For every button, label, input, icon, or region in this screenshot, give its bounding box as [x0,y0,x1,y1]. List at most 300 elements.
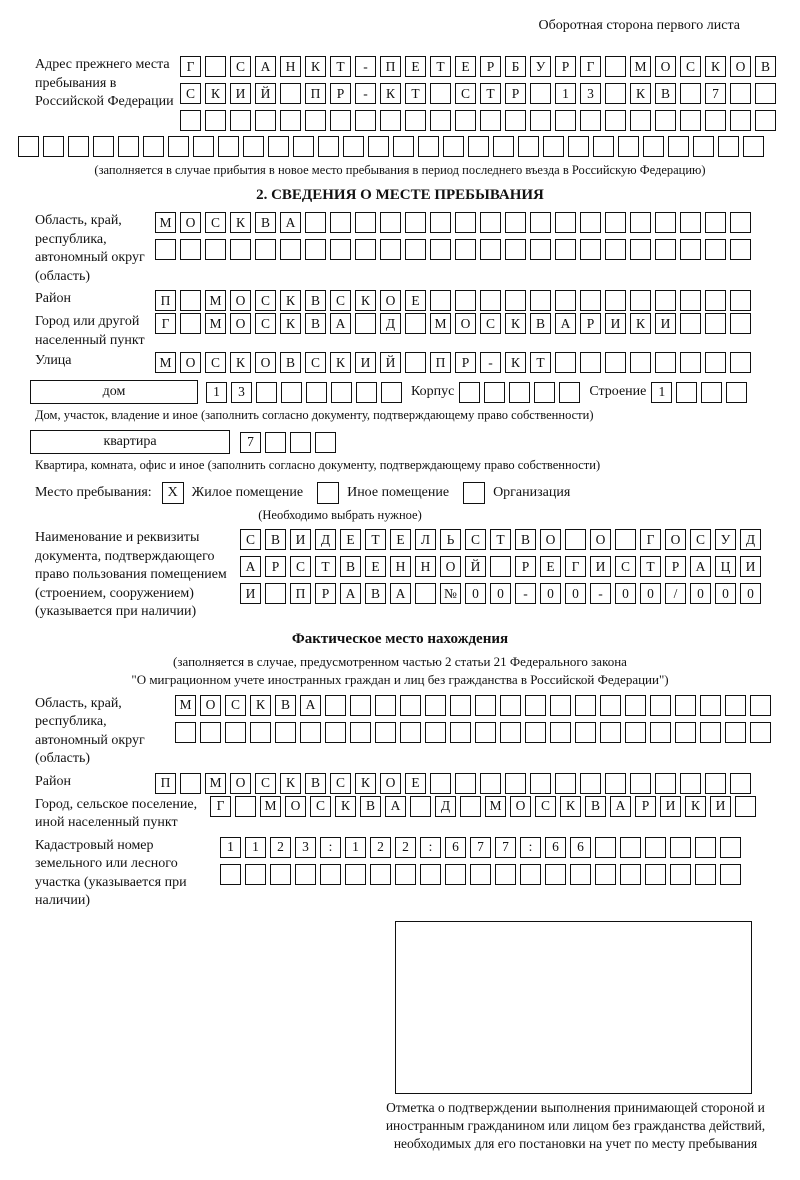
form-cell: А [240,556,261,577]
form-cell [555,352,576,373]
form-cell [325,722,346,743]
form-cell: В [265,529,286,550]
apartment-row [30,430,800,454]
form-cell: К [280,290,301,311]
form-cell: К [355,773,376,794]
form-cell [630,212,651,233]
form-cell [280,239,301,260]
form-cell [568,136,589,157]
form-cell: Е [540,556,561,577]
form-cell [395,864,416,885]
form-cell [425,695,446,716]
form-cell: 0 [465,583,486,604]
form-cell [618,136,639,157]
form-cell: 0 [615,583,636,604]
form-cell: И [605,313,626,334]
form-cell: Р [555,56,576,77]
form-cell [530,110,551,131]
form-cell: О [230,313,251,334]
form-cell: 6 [445,837,466,858]
form-cell [705,212,726,233]
form-cell [505,773,526,794]
form-cell [555,212,576,233]
form-cell [630,239,651,260]
form-cell: П [290,583,311,604]
form-cell: Ц [715,556,736,577]
form-cell: О [665,529,686,550]
form-cell [193,136,214,157]
form-cell: О [730,56,751,77]
form-cell [555,239,576,260]
form-cell [550,695,571,716]
form-cell [200,722,221,743]
form-cell [730,773,751,794]
form-cell [675,695,696,716]
stay-type-label: Место пребывания: [35,485,152,500]
form-cell [455,212,476,233]
house-number-cells [206,382,402,403]
form-cell: 7 [470,837,491,858]
apartment-cells [240,432,336,453]
form-cell [575,695,596,716]
form-cell [243,136,264,157]
form-cell [255,110,276,131]
form-cell: 1 [651,382,672,403]
actual-region-block [35,695,800,769]
form-cell [580,352,601,373]
form-cell [630,110,651,131]
form-cell: В [530,313,551,334]
house-caption: Дом, участок, владение и иное (заполнить согласно документу, подтверждающему право собственности) [35,408,594,422]
form-cell: О [230,773,251,794]
form-cell [600,722,621,743]
form-cell [705,110,726,131]
form-cell: И [740,556,761,577]
form-cell: 2 [270,837,291,858]
cadastral-label: Кадастровый номер земельного или лесного участка (указывается при наличии) [35,837,187,908]
form-cell [343,136,364,157]
form-cell [230,239,251,260]
form-cell [605,56,626,77]
form-cell [580,110,601,131]
form-cell [480,212,501,233]
form-cell: К [560,796,581,817]
form-cell: С [180,83,201,104]
apartment-caption: Квартира, комната, офис и иное (заполнить согласно документу, подтверждающему право собственности) [35,458,601,472]
form-cell [630,773,651,794]
form-cell [525,722,546,743]
form-cell: Г [640,529,661,550]
form-cell [475,722,496,743]
form-cell: Д [740,529,761,550]
form-cell [534,382,555,403]
form-cell [545,864,566,885]
form-cell [718,136,739,157]
form-cell: С [290,556,311,577]
form-cell: 1 [345,837,366,858]
form-cell: 3 [295,837,316,858]
form-cell [256,382,277,403]
form-cell: П [155,773,176,794]
stroenie-cells [651,382,747,403]
form-cell: С [480,313,501,334]
stay-type-row [35,482,800,504]
actual-location-caption-line1: (заполняется в случае, предусмотренном частью 2 статьи 21 Федерального закона [173,653,627,669]
form-cell: Е [405,56,426,77]
form-cell: И [290,529,311,550]
form-cell: М [260,796,281,817]
form-cell: : [420,837,441,858]
form-cell: К [505,313,526,334]
form-cell: : [520,837,541,858]
form-cell: 1 [220,837,241,858]
form-cell [680,313,701,334]
form-cell: О [380,773,401,794]
form-cell [605,212,626,233]
form-cell [595,837,616,858]
form-cell [509,382,530,403]
cell-row [220,864,741,885]
form-cell: В [585,796,606,817]
actual-region-cells [175,695,771,743]
form-cell: Й [380,352,401,373]
form-cell [93,136,114,157]
form-cell: И [230,83,251,104]
form-cell: О [380,290,401,311]
form-cell [700,695,721,716]
actual-city-row [35,796,800,833]
form-cell: С [255,290,276,311]
prev-address-caption: (заполняется в случае прибытия в новое место пребывания в период последнего въезда в Российскую Федерацию) [94,163,706,177]
form-cell: 7 [495,837,516,858]
form-cell [605,352,626,373]
form-cell: К [630,313,651,334]
form-cell: А [340,583,361,604]
form-cell: М [155,212,176,233]
form-cell: 6 [570,837,591,858]
form-cell [630,290,651,311]
form-cell [570,864,591,885]
form-cell [695,864,716,885]
form-cell [620,837,641,858]
form-cell [43,136,64,157]
form-cell [680,110,701,131]
form-cell [520,864,541,885]
form-cell [420,864,441,885]
form-cell: 0 [740,583,761,604]
form-cell [418,136,439,157]
form-cell: Р [480,56,501,77]
form-cell: Г [210,796,231,817]
form-cell [605,110,626,131]
form-cell: / [665,583,686,604]
form-cell [180,773,201,794]
form-cell [330,212,351,233]
form-cell: Р [315,583,336,604]
form-cell [355,110,376,131]
form-cell [643,136,664,157]
form-cell [355,239,376,260]
form-cell: А [385,796,406,817]
form-cell [370,864,391,885]
form-cell [755,110,776,131]
form-cell: Г [155,313,176,334]
form-cell: Т [365,529,386,550]
form-cell [600,695,621,716]
cell-row [240,583,761,604]
form-cell [680,239,701,260]
form-cell [68,136,89,157]
form-cell [668,136,689,157]
form-cell: С [240,529,261,550]
region-cells [155,212,751,260]
form-cell: С [330,290,351,311]
form-cell: И [655,313,676,334]
form-cell [525,695,546,716]
form-cell [530,290,551,311]
form-cell [705,290,726,311]
form-cell [430,83,451,104]
form-cell [405,110,426,131]
form-cell [330,239,351,260]
form-cell [455,290,476,311]
form-cell: М [430,313,451,334]
form-cell [701,382,722,403]
form-cell [450,722,471,743]
stay-option-organization-label: Организация [493,485,571,500]
form-cell: К [250,695,271,716]
form-cell: К [685,796,706,817]
form-cell: Д [380,313,401,334]
form-cell: - [480,352,501,373]
form-cell [430,110,451,131]
form-cell [460,796,481,817]
stay-type-hint: (Необходимо выбрать нужное) [258,508,422,522]
form-cell [555,110,576,131]
form-cell [550,722,571,743]
form-cell [355,212,376,233]
form-cell: А [555,313,576,334]
form-cell [475,695,496,716]
form-cell: 2 [370,837,391,858]
form-cell [484,382,505,403]
form-cell [720,864,741,885]
form-cell: Е [405,290,426,311]
form-cell [580,239,601,260]
form-cell: А [390,583,411,604]
form-cell [580,290,601,311]
form-cell: М [205,313,226,334]
form-cell [405,239,426,260]
form-cell [205,110,226,131]
cell-row [220,837,741,858]
form-cell: С [680,56,701,77]
form-cell: И [240,583,261,604]
form-cell [143,136,164,157]
form-cell: С [205,212,226,233]
form-cell: К [205,83,226,104]
cell-row [155,773,751,794]
form-cell: К [505,352,526,373]
form-cell [565,529,586,550]
cell-row [240,556,761,577]
form-cell [630,352,651,373]
form-cell: Р [330,83,351,104]
district-label: Район [35,291,71,306]
form-cell [530,239,551,260]
form-cell: В [280,352,301,373]
district-row [35,290,800,311]
form-cell: Г [580,56,601,77]
form-cell [381,382,402,403]
form-cell: Г [180,56,201,77]
form-cell [168,136,189,157]
form-cell [235,796,256,817]
form-cell: - [355,83,376,104]
form-cell: 0 [715,583,736,604]
form-cell: - [515,583,536,604]
form-cell: А [690,556,711,577]
form-cell [605,239,626,260]
form-cell [450,695,471,716]
form-cell [615,529,636,550]
form-cell: О [510,796,531,817]
form-cell: В [305,290,326,311]
form-cell: О [655,56,676,77]
form-cell: 1 [206,382,227,403]
form-cell: О [180,212,201,233]
form-cell: 0 [640,583,661,604]
form-cell [268,136,289,157]
form-cell: В [365,583,386,604]
form-cell [325,695,346,716]
form-cell: 1 [555,83,576,104]
city-label: Город или другой населенный пункт [35,314,145,348]
form-cell [331,382,352,403]
form-cell: О [440,556,461,577]
form-cell: В [755,56,776,77]
form-cell [155,239,176,260]
form-cell: В [275,695,296,716]
form-cell [480,290,501,311]
form-cell [726,382,747,403]
form-cell [575,722,596,743]
street-label: Улица [35,353,72,368]
form-cell [205,239,226,260]
form-cell [490,556,511,577]
cell-row [180,56,776,77]
form-cell: Е [390,529,411,550]
form-cell [559,382,580,403]
form-cell [680,352,701,373]
form-cell: М [175,695,196,716]
form-cell [555,290,576,311]
prev-address-block [35,56,800,131]
form-cell [180,313,201,334]
form-cell [430,773,451,794]
form-cell [380,212,401,233]
form-cell: Т [405,83,426,104]
form-cell: В [255,212,276,233]
form-cell [730,313,751,334]
form-cell [300,722,321,743]
form-cell [293,136,314,157]
form-cell: К [335,796,356,817]
form-cell: О [285,796,306,817]
form-cell: : [320,837,341,858]
form-cell: 3 [231,382,252,403]
form-cell [625,695,646,716]
form-cell [405,212,426,233]
cell-row [155,313,751,334]
form-cell [218,136,239,157]
form-cell [175,722,196,743]
form-cell: Е [455,56,476,77]
confirmation-stamp-box [395,921,752,1094]
form-cell: Е [340,529,361,550]
form-cell: Д [315,529,336,550]
form-cell: С [310,796,331,817]
form-cell: Н [390,556,411,577]
form-cell: С [255,773,276,794]
form-cell [295,864,316,885]
form-cell [443,136,464,157]
form-cell: Н [280,56,301,77]
form-cell [180,110,201,131]
form-cell: 7 [705,83,726,104]
cell-row [180,83,776,104]
form-cell: К [280,313,301,334]
form-cell [445,864,466,885]
form-cell: А [330,313,351,334]
form-cell [655,352,676,373]
form-cell: А [300,695,321,716]
form-cell: О [180,352,201,373]
form-cell [655,290,676,311]
form-cell: М [485,796,506,817]
form-cell: Т [640,556,661,577]
form-cell: В [305,313,326,334]
form-cell [306,382,327,403]
form-cell [375,695,396,716]
form-cell: Л [415,529,436,550]
form-cell [225,722,246,743]
house-label-box: дом [30,380,198,404]
form-cell [350,722,371,743]
form-cell [380,239,401,260]
prev-address-overflow-row [18,136,800,157]
form-cell [305,212,326,233]
form-cell: К [330,352,351,373]
form-cell: - [590,583,611,604]
form-cell: В [515,529,536,550]
form-cell [505,212,526,233]
form-cell: О [200,695,221,716]
form-cell [670,837,691,858]
form-cell: Е [365,556,386,577]
form-cell [750,722,771,743]
cell-row [175,695,771,716]
form-cell [505,110,526,131]
form-cell [735,796,756,817]
form-cell: Р [265,556,286,577]
form-cell [705,352,726,373]
form-cell: О [455,313,476,334]
form-cell [680,212,701,233]
form-cell: К [230,212,251,233]
prev-address-cells [180,56,776,131]
form-cell [505,239,526,260]
